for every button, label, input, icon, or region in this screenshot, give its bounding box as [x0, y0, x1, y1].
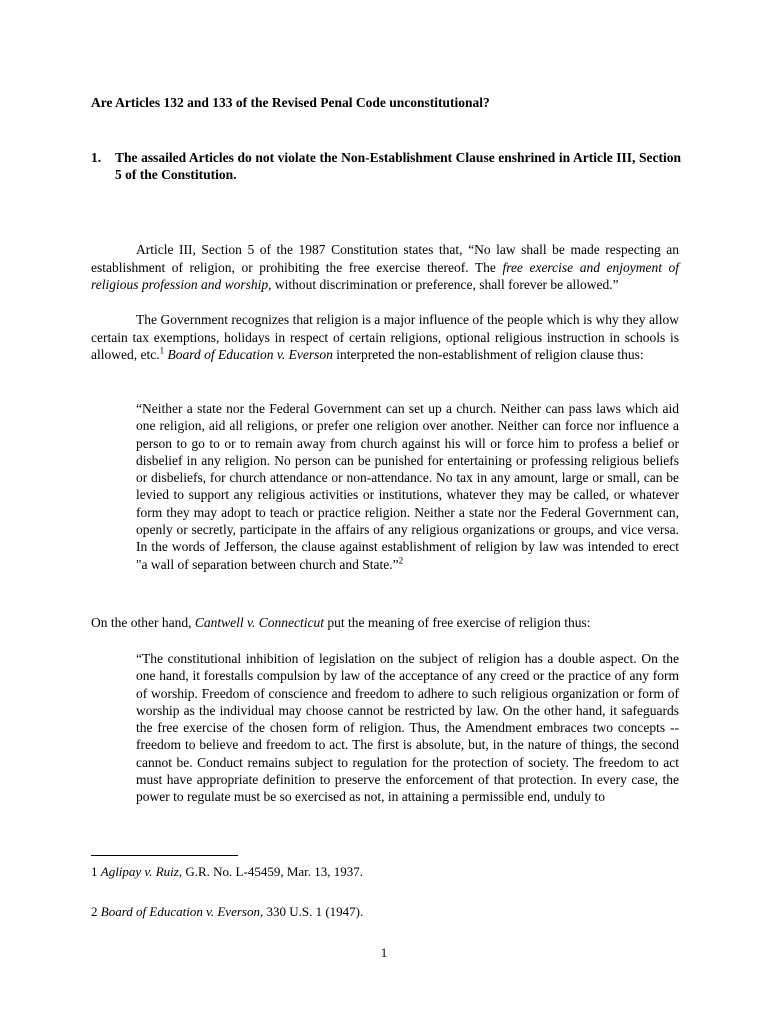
footnote-citation: , G.R. No. L-45459, Mar. 13, 1937.: [178, 864, 364, 879]
footnote-case: Aglipay v. Ruiz: [100, 864, 179, 879]
paragraph-constitution: [91, 241, 679, 294]
footnote-1: [91, 864, 363, 880]
paragraph-text: Article III, Section 5 of the 1987 Constitution states that, “No law shall be made respecting an establishment of religion, or prohibiting the free exercise thereof. The: [91, 242, 679, 275]
footnote-ref-1[interactable]: 1: [159, 345, 165, 356]
section-heading: [91, 149, 681, 183]
case-name: Board of Education v. Everson: [167, 347, 333, 362]
paragraph-government: [91, 311, 679, 364]
footnote-citation: , 330 U.S. 1 (1947).: [259, 904, 364, 919]
paragraph-text: The Government recognizes that religion is a major influence of the people which is why they allow certain tax exemptions, holidays in respect of certain religions, optional religious instruction in schools is allowed, etc.: [91, 312, 679, 362]
footnote-case: Board of Education v. Everson: [100, 904, 260, 919]
quote-text: “Neither a state nor the Federal Government can set up a church. Neither can pass laws which aid one religion, aid all religions, or prefer one religion over another. Neither can force nor influence a person to go to or to remain away from church against his will or force him to profess a belief or disbelief in any religion. No person can be punished for entertaining or professing religious beliefs or disbeliefs, for church attendance or non-attendance. No tax in any amount, large or small, can be levied to support any religious activities or institutions, whatever they may be called, or whatever form they may adopt to teach or practice religion. Neither a state nor the Federal Government can, openly or secretly, participate in the affairs of any religious organizations or groups, and vice versa. In the words of Jefferson, the clause against establishment of religion by law was intended to erect "a wall of separation between church and State.”: [136, 401, 679, 572]
block-quote-cantwell: [136, 650, 679, 806]
paragraph-text: On the other hand,: [91, 615, 195, 630]
section-title: The assailed Articles do not violate the Non-Establishment Clause enshrined in Article III, Section 5 of the Constitution.: [115, 150, 681, 182]
quote-text: “The constitutional inhibition of legislation on the subject of religion has a double aspect. On the one hand, it forestalls compulsion by law of the acceptance of any creed or the practice of any form of worship. Freedom of conscience and freedom to adhere to such religious organization or form of worship as the individual may choose cannot be restricted by law. On the other hand, it safeguards the free exercise of the chosen form of religion. Thus, the Amendment embraces two concepts -- freedom to believe and freedom to act. The first is absolute, but, in the nature of things, the second cannot be. Conduct remains subject to regulation for the protection of society. The freedom to act must have appropriate definition to preserve the enforcement of that protection. In every case, the power to regulate must be so exercised as not, in attaining a permissible end, unduly to: [136, 651, 679, 805]
question-heading: Are Articles 132 and 133 of the Revised Penal Code unconstitutional?: [91, 95, 490, 110]
paragraph-text: interpreted the non-establishment of religion clause thus:: [332, 347, 644, 362]
footnote-ref-2[interactable]: 2: [398, 555, 404, 566]
case-name: Cantwell v. Connecticut: [194, 615, 324, 630]
paragraph-text: put the meaning of free exercise of religion thus:: [323, 615, 591, 630]
footnote-2: [91, 904, 363, 920]
page-number: 1: [380, 945, 388, 960]
block-quote-everson: [136, 400, 679, 573]
section-number: 1.: [91, 150, 102, 165]
paragraph-emphasis: free exercise and enjoyment of religious profession and worship: [91, 259, 679, 292]
paragraph-cantwell: [91, 614, 679, 632]
footnote-number: 1: [91, 864, 98, 879]
footnote-number: 2: [91, 904, 98, 919]
paragraph-text: , without discrimination or preference, shall forever be allowed.”: [268, 277, 619, 292]
footnote-divider: [91, 855, 238, 856]
